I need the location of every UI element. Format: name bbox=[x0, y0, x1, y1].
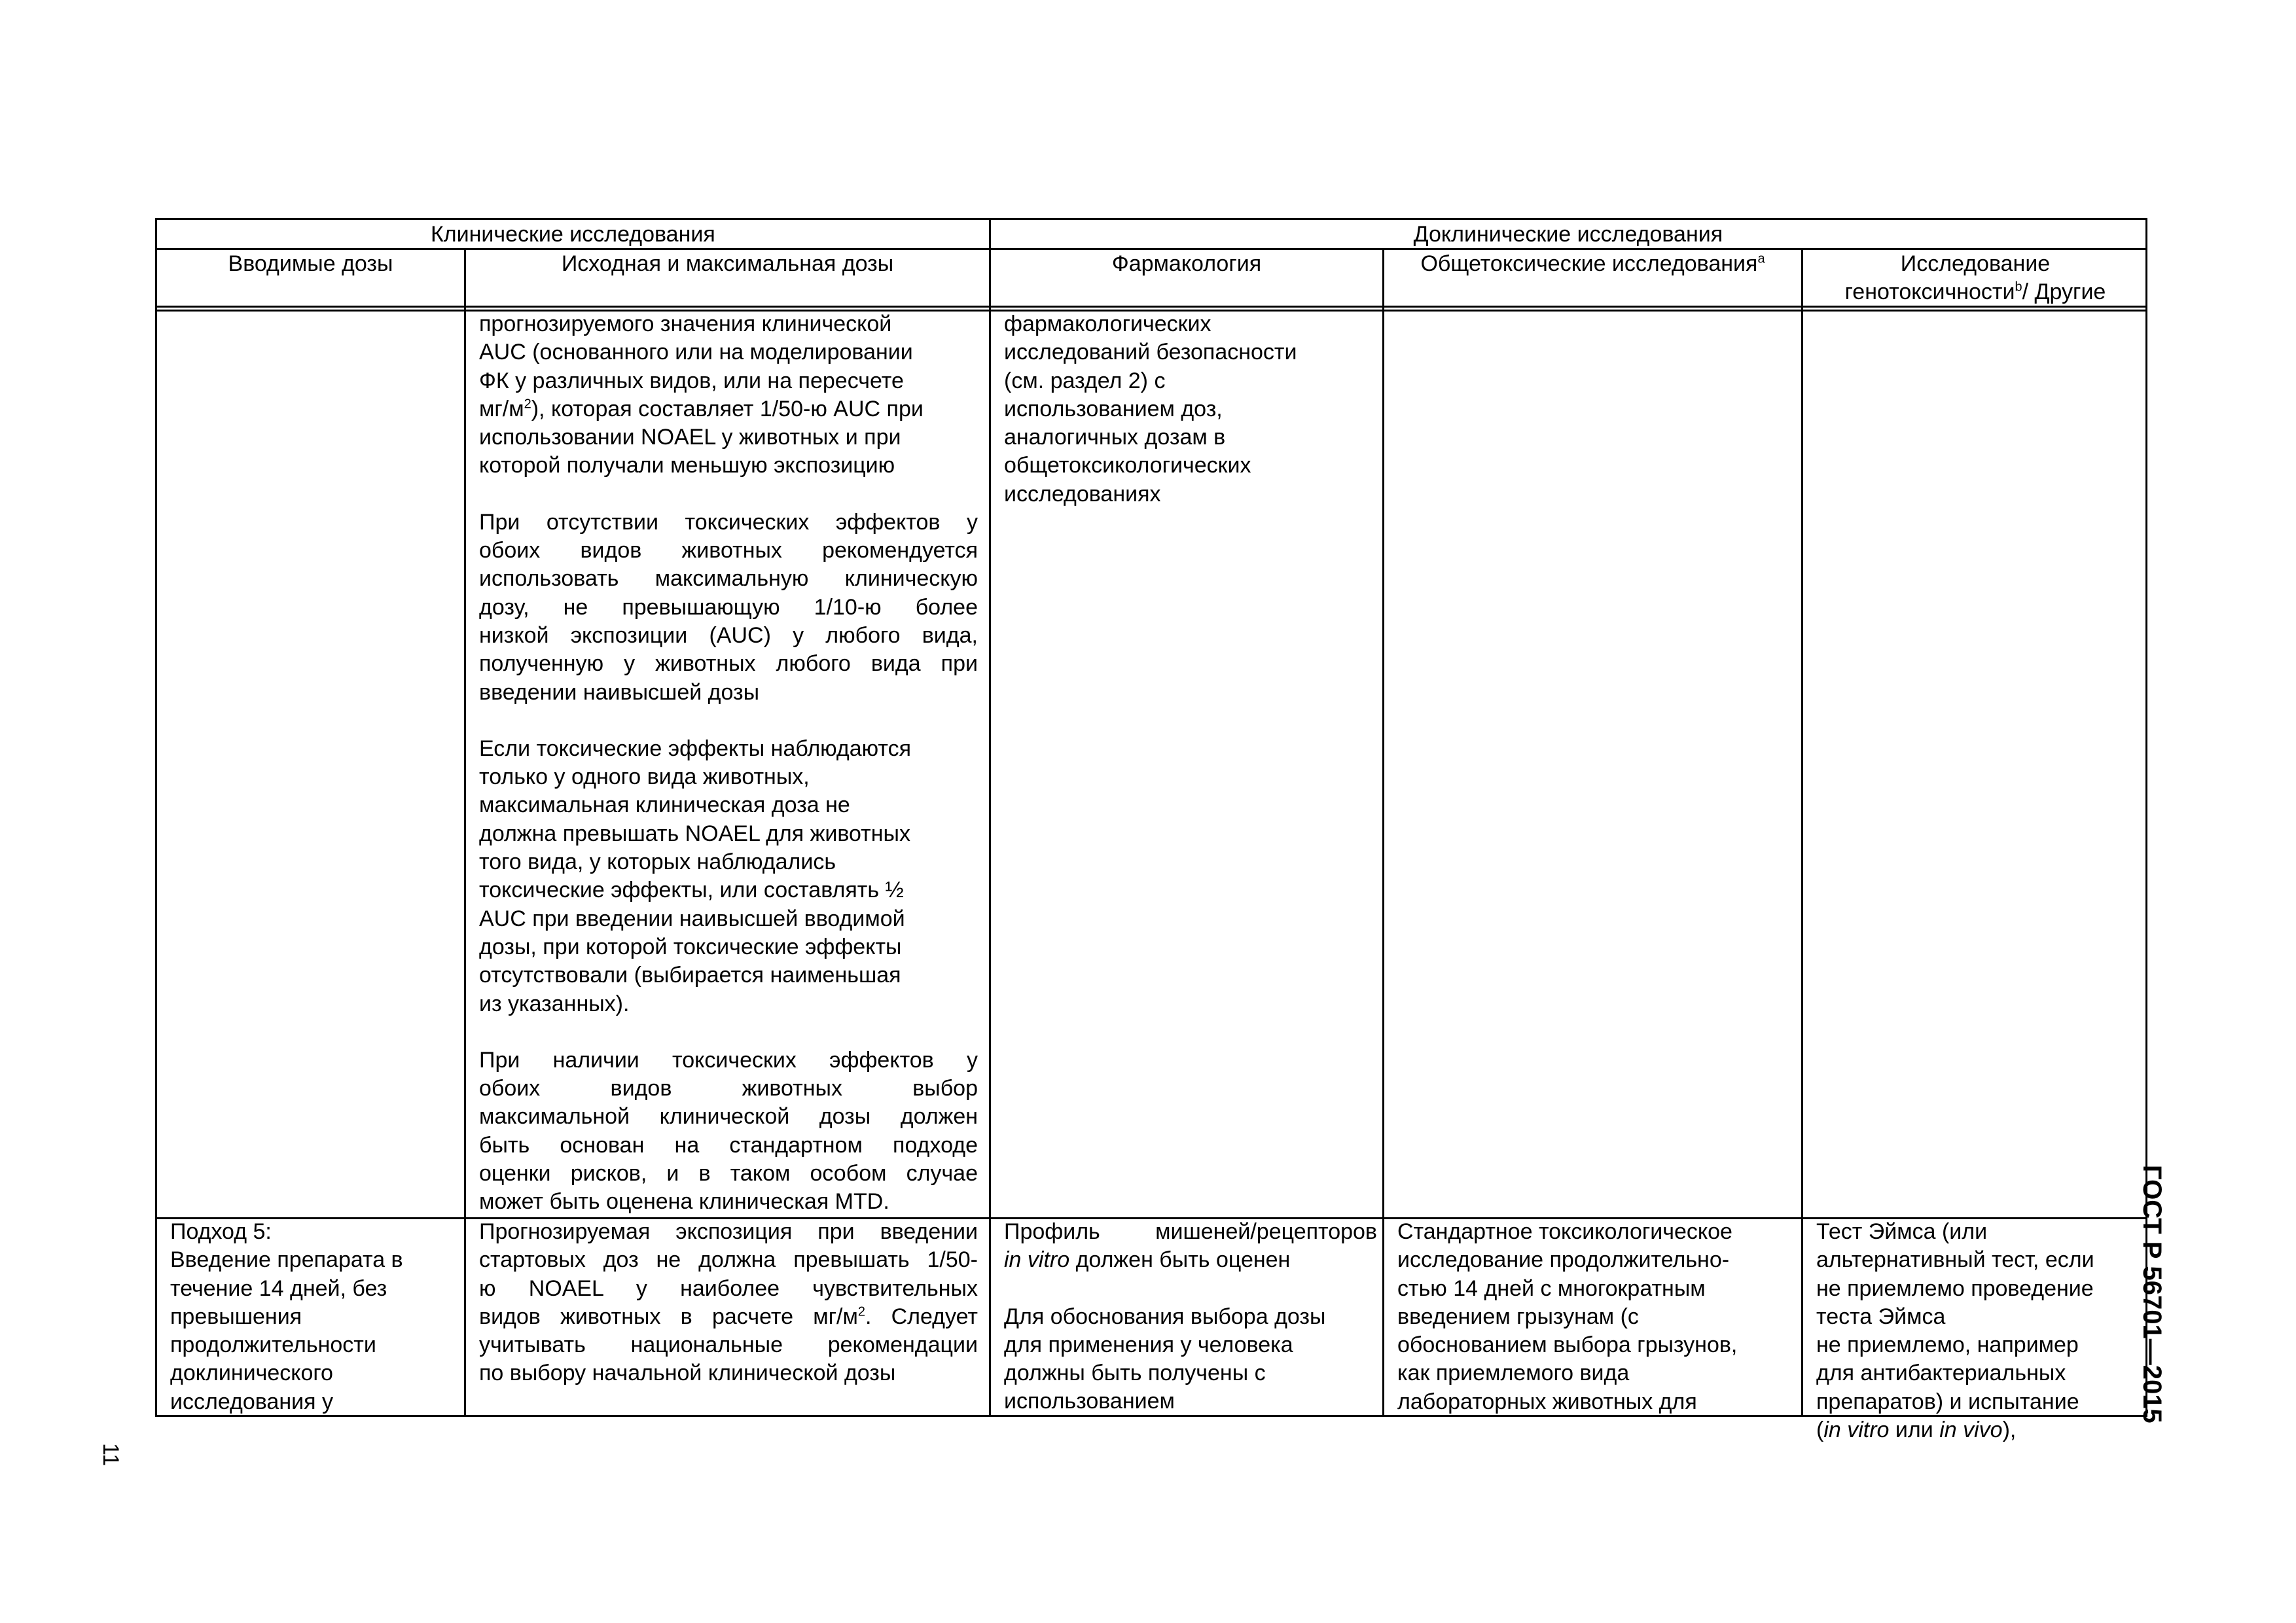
row2-pharm-line2: in vitro должен быть оценен bbox=[1004, 1247, 1291, 1273]
row1-p1-line4: $мг/м^2$), которая составляет 1/50-ю AUC при bbox=[479, 396, 924, 421]
col-header-general-tox: Общетоксические исследования$^a$ bbox=[1420, 251, 1765, 276]
row1-p1: прогнозируемого значения клинической AUC (основанного или на моделировании ФК у различных видов, или на пересчете $мг/м^2$), которая составляет 1/50-ю AUC при использовании NOAEL у животных и при которой получали меньшую экспозицию bbox=[479, 310, 978, 480]
header-group-row bbox=[155, 218, 2147, 248]
row2-pharmacology-cell: Профиль мишеней/рецепторов in vitro должен быть оценен Для обоснования выбора дозы для применения у человека должны быть получены с использованием bbox=[1004, 1219, 1377, 1414]
row1-pharmacology-cell: фармакологических исследований безопасности (см. раздел 2) с использованием доз, аналогичных дозам в общетоксикологических исследованиях bbox=[1004, 312, 1297, 507]
row1-initial-max-cell bbox=[479, 310, 978, 1217]
group-clinical: Клинические исследования bbox=[157, 220, 991, 248]
row2-geno-line7: (in vitro или in vivo), bbox=[1816, 1418, 2017, 1443]
col-divider-1 bbox=[464, 248, 466, 1417]
col-divider-2 bbox=[989, 218, 991, 1417]
row2-general-tox-cell: Стандартное токсикологическое исследование продолжительно- стью 14 дней с многократным введением грызунам (с обоснованием выбора грызунов, как приемлемого вида лабораторных животных для bbox=[1397, 1219, 1738, 1414]
row2-genotox-cell: Тест Эймса (или альтернативный тест, если не приемлемо проведение теста Эймса не приемлемо, например для антибактериальных препаратов) и испытание (in vitro или in vivo), bbox=[1816, 1218, 2144, 1444]
col-header-genotox: Исследование генотоксичности$^b$/ Другие bbox=[1803, 250, 2147, 307]
row2-geno-line3: не приемлемо проведение теста Эймса bbox=[1816, 1275, 2094, 1329]
page-number: 11 bbox=[98, 1443, 123, 1467]
col-divider-4 bbox=[1801, 248, 1803, 1417]
col-header-pharmacology: Фармакология bbox=[1111, 251, 1262, 276]
row2-initial-max-cell: Прогнозируемая экспозиция при введении стартовых доз не должна превышать 1/50- ю NOAEL у наиболее чувствительных видов животных в расчете $мг/м^2$. Следует учитывать национальные рекомендации по выбору начальной клинической дозы bbox=[479, 1219, 978, 1386]
row2-initial-line4: видов животных в расчете $мг/м^2$. Следует bbox=[479, 1304, 978, 1329]
row2-geno-line4: не приемлемо, например bbox=[1816, 1332, 2079, 1358]
col-header-genotox-line2: генотоксичности$^b$/ Другие bbox=[1844, 279, 2106, 305]
row1-p4: При наличии токсических эффектов у обоих видов животных выбор максимальной клинической дозы должен быть основан на стандартном подходе оценки рисков, и в таком особом случае может быть оценена клиническая MTD. bbox=[479, 1047, 978, 1215]
row1-p2: При отсутствии токсических эффектов у обоих видов животных рекомендуется использовать максимальную клиническую дозу, не превышающую 1/10-ю более низкой экспозиции (AUC) у любого вида, полученную у животных любого вида при введении наивысшей дозы bbox=[479, 509, 978, 705]
col-header-initial-max: Исходная и максимальная дозы bbox=[561, 251, 894, 276]
row1-p3: Если токсические эффекты наблюдаются только у одного вида животных, максимальная клиническая доза не должна превышать NOAEL для животных того вида, у которых наблюдались токсические эффекты, или составлять ½ AUC при введении наивысшей вводимой дозы, при которой токсические эффекты отсутствовали (выбирается наименьшая из указанных). bbox=[479, 736, 912, 1016]
standard-designation: ГОСТ Р 56701—2015 bbox=[2138, 1165, 2166, 1423]
row2-doses-cell: Подход 5: Введение препарата в течение 14 дней, без превышения продолжительности доклинического исследования у bbox=[170, 1219, 403, 1414]
group-preclinical: Доклинические исследования bbox=[1413, 222, 1723, 247]
col-divider-3 bbox=[1382, 248, 1384, 1417]
col-header-doses: Вводимые дозы bbox=[228, 251, 393, 276]
